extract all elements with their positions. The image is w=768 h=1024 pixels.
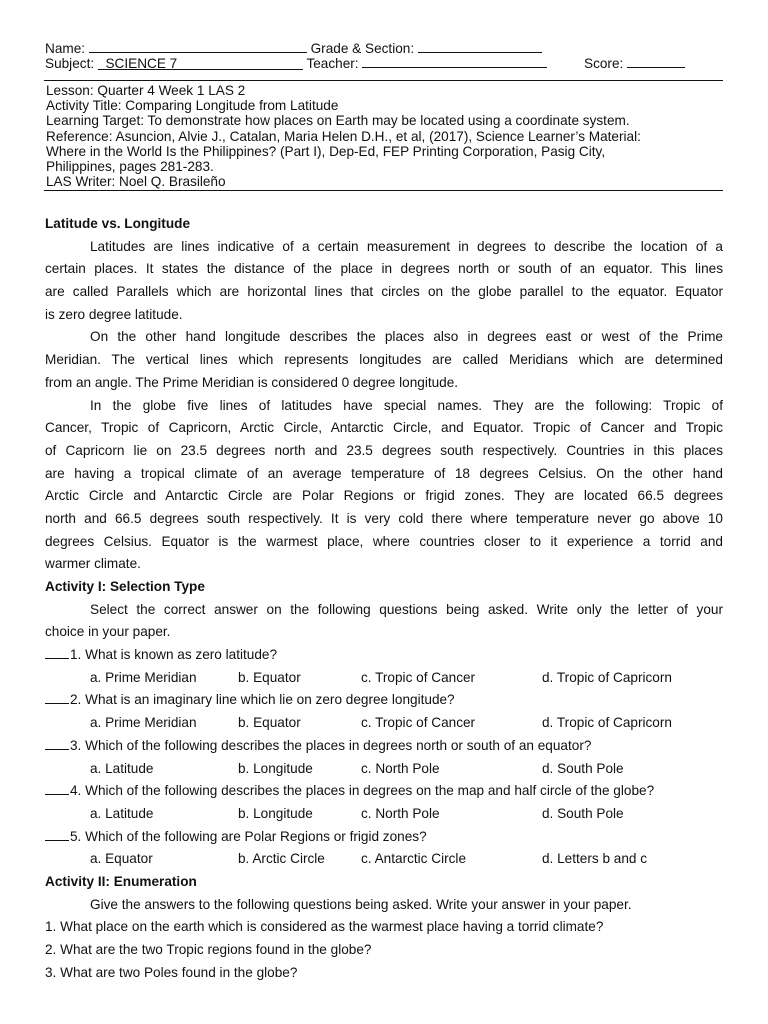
question xyxy=(45,735,723,758)
option-a: a. Prime Meridian xyxy=(90,715,197,731)
teacher-blank xyxy=(362,54,547,68)
learning-target-line: Learning Target: To demonstrate how places on Earth may be located using a coordinate system. xyxy=(46,113,630,129)
option-a: a. Latitude xyxy=(90,760,154,776)
paragraph-line: of Capricorn lie on 23.5 degrees north and 23.5 degrees south respectively. Countries in this places xyxy=(45,442,723,458)
paragraph-line: is zero degree latitude. xyxy=(45,306,183,322)
option-b: b. Equator xyxy=(238,669,301,685)
question-options xyxy=(45,848,723,871)
score-field xyxy=(584,54,685,72)
activity-2-instructions: Give the answers to the following questions being asked. Write your answer in your paper. xyxy=(90,896,632,912)
reference-line-3: Philippines, pages 281-283. xyxy=(46,158,214,174)
option-d: d. South Pole xyxy=(542,805,624,821)
paragraph-line: Meridian. The vertical lines which represents longitudes are called Meridians which are determined xyxy=(45,352,723,368)
lesson-line: Lesson: Quarter 4 Week 1 LAS 2 xyxy=(46,83,246,98)
las-writer-line: LAS Writer: Noel Q. Brasileño xyxy=(46,174,226,190)
lesson-info xyxy=(46,83,641,189)
name-label: Name: xyxy=(45,41,86,56)
question xyxy=(45,689,723,712)
question-text: 1. What is known as zero latitude? xyxy=(70,647,278,663)
grade-label: Grade & Section: xyxy=(310,41,415,56)
question-text: 4. Which of the following describes the places in degrees on the map and half circle of the globe? xyxy=(70,783,655,799)
score-blank xyxy=(627,54,685,68)
activity-2-title: Activity II: Enumeration xyxy=(45,873,197,889)
enumeration-item: 3. What are two Poles found in the globe? xyxy=(45,964,298,980)
grade-blank xyxy=(418,39,542,53)
answer-blank xyxy=(45,780,69,795)
question xyxy=(45,826,723,849)
option-d: d. South Pole xyxy=(542,760,624,776)
reference-line-2: Where in the World Is the Philippines? (Part I), Dep-Ed, FEP Printing Corporation, Pasig City, xyxy=(46,143,606,159)
option-a: a. Equator xyxy=(90,851,153,867)
paragraph-line: Cancer, Tropic of Capricorn, Arctic Circle, Antarctic Circle, and Equator. Tropic of Cancer and Tropic xyxy=(45,420,723,436)
lesson-body xyxy=(45,213,723,984)
option-b: b. Longitude xyxy=(238,760,313,776)
question-options xyxy=(45,667,723,690)
answer-blank xyxy=(45,735,69,750)
answer-blank xyxy=(45,644,69,659)
option-c: c. Tropic of Cancer xyxy=(361,669,476,685)
question-options xyxy=(45,758,723,781)
name-blank xyxy=(89,39,307,53)
enumeration-item: 2. What are the two Tropic regions found in the globe? xyxy=(45,942,372,957)
option-a: a. Prime Meridian xyxy=(90,669,197,685)
option-a: a. Latitude xyxy=(90,805,154,821)
header-rule-bottom xyxy=(44,190,723,191)
option-d: d. Tropic of Capricorn xyxy=(542,715,672,731)
section-title: Latitude vs. Longitude xyxy=(45,216,190,231)
question-text: 5. Which of the following are Polar Regions or frigid zones? xyxy=(70,828,427,844)
subject-field xyxy=(98,56,303,70)
paragraph-line: warmer climate. xyxy=(45,556,141,572)
teacher-label: Teacher: xyxy=(306,56,359,71)
option-b: b. Arctic Circle xyxy=(238,851,325,867)
question xyxy=(45,644,723,667)
option-c: c. North Pole xyxy=(361,760,440,776)
activity-1-instructions: Select the correct answer on the following questions being asked. Write only the letter of your xyxy=(90,601,723,617)
activity-1-title: Activity I: Selection Type xyxy=(45,579,205,594)
paragraph-line: from an angle. The Prime Meridian is considered 0 degree longitude. xyxy=(45,374,459,390)
paragraph-line: are called Parallels which are horizontal lines that circles on the globe parallel to the equator. Equator xyxy=(45,284,723,300)
paragraph-line: degrees Celsius. Equator is the warmest place, where countries closer to it experience a torrid and xyxy=(45,533,723,549)
header-row-2 xyxy=(45,54,547,72)
paragraph-line: are having a tropical climate of an average temperature of 18 degrees Celsius. On the other hand xyxy=(45,465,723,481)
enumeration-item: 1. What place on the earth which is considered as the warmest place having a torrid climate? xyxy=(45,919,604,935)
question-options xyxy=(45,803,723,826)
paragraph-line: Arctic Circle and Antarctic Circle are Polar Regions or frigid zones. They are located 66.5 degrees xyxy=(45,488,723,504)
activity-1-instructions: choice in your paper. xyxy=(45,624,171,640)
subject-value: SCIENCE 7 xyxy=(105,56,178,71)
paragraph-line: certain places. It states the distance of the place in degrees north or south of an equator. This lines xyxy=(45,261,723,277)
paragraph-line: Latitudes are lines indicative of a certain measurement in degrees to describe the location of a xyxy=(90,238,723,254)
option-c: c. North Pole xyxy=(361,805,440,821)
reference-line-1: Reference: Asuncion, Alvie J., Catalan, Maria Helen D.H., et al, (2017), Science Learner’s Material: xyxy=(46,128,641,144)
paragraph-line: In the globe five lines of latitudes have special names. They are the following: Tropic of xyxy=(90,397,723,413)
option-c: c. Antarctic Circle xyxy=(361,851,466,867)
subject-label: Subject: xyxy=(45,56,95,71)
answer-blank xyxy=(45,826,69,841)
paragraph-line: north and 66.5 degrees south respectively. It is very cold there where temperature never go above 10 xyxy=(45,510,723,526)
activity-title-line: Activity Title: Comparing Longitude from Latitude xyxy=(46,98,339,114)
score-label: Score: xyxy=(584,56,624,71)
question xyxy=(45,780,723,803)
question-text: 2. What is an imaginary line which lie on zero degree longitude? xyxy=(70,692,455,708)
option-d: d. Letters b and c xyxy=(542,851,648,867)
answer-blank xyxy=(45,689,69,704)
question-options xyxy=(45,712,723,735)
paragraph-line: On the other hand longitude describes the places also in degrees east or west of the Prime xyxy=(90,329,723,345)
option-b: b. Longitude xyxy=(238,805,313,821)
option-d: d. Tropic of Capricorn xyxy=(542,669,672,685)
option-c: c. Tropic of Cancer xyxy=(361,715,476,731)
header-rule-top xyxy=(44,80,723,81)
question-text: 3. Which of the following describes the places in degrees north or south of an equator? xyxy=(70,737,592,753)
option-b: b. Equator xyxy=(238,715,301,731)
